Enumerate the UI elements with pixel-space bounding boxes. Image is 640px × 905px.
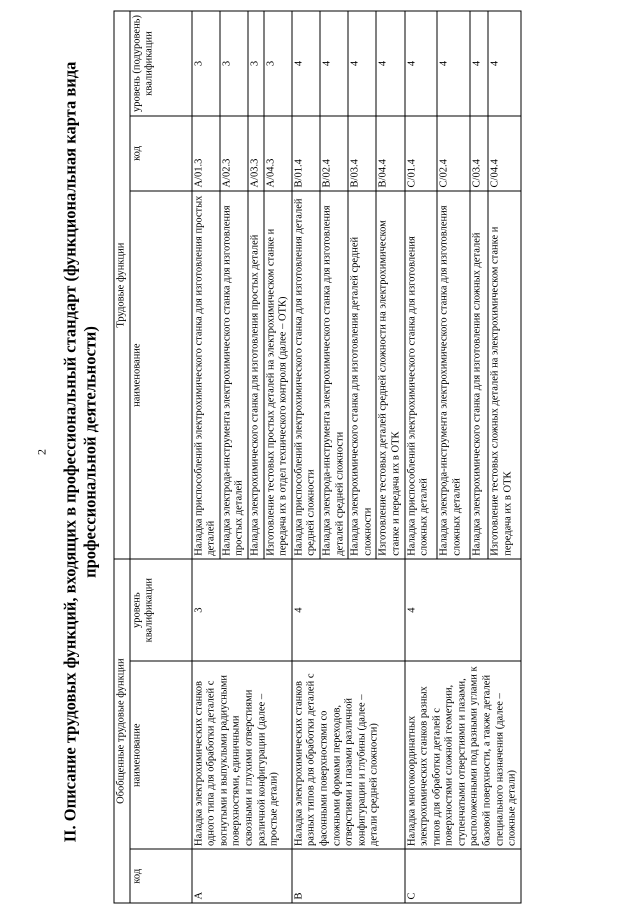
function-level: 4 [376, 11, 404, 116]
function-level: 4 [404, 11, 437, 116]
table-row [191, 11, 219, 903]
function-name: Наладка электрода-инструмента электрохимического станка для изготовления деталей средней сложности [319, 191, 347, 559]
group-code: C [404, 849, 520, 903]
function-name: Наладка электрохимического станка для изготовления деталей средней сложности [348, 191, 376, 559]
function-level: 4 [348, 11, 376, 116]
function-level: 4 [291, 11, 319, 116]
function-level: 4 [319, 11, 347, 116]
table-row [291, 11, 319, 903]
function-code: A/01.3 [191, 116, 219, 191]
function-code: B/03.4 [348, 116, 376, 191]
heading-line-1: II. Описание трудовых функций, входящих в профессиональный стандарт (функциональная карта вида [60, 61, 79, 843]
function-code: C/02.4 [437, 116, 470, 191]
group-code: B [291, 849, 404, 903]
header-row-2 [129, 11, 191, 903]
function-name: Наладка электрохимического станка для изготовления сложных деталей [469, 191, 487, 559]
function-code: B/04.4 [376, 116, 404, 191]
table-row [404, 11, 437, 903]
labor-functions-header: Трудовые функции [114, 11, 130, 559]
section-heading [60, 0, 100, 905]
function-name: Изготовление тестовых простых деталей на электрохимическом станке и передача их в отдел технического контроля (далее – ОТК) [263, 191, 291, 559]
level-header: уровень квалификации [129, 559, 191, 661]
function-level: 4 [488, 11, 521, 116]
function-code: B/01.4 [291, 116, 319, 191]
function-code: A/04.3 [263, 116, 291, 191]
generalized-functions-header: Обобщенные трудовые функции [114, 559, 130, 903]
function-code: C/01.4 [404, 116, 437, 191]
function-level: 3 [247, 11, 263, 116]
labor-level-header: уровень (подуровень) квалификации [129, 11, 191, 116]
function-code: C/04.4 [488, 116, 521, 191]
group-name: Наладка электрохимических станков одного типа для обработки деталей с вогнутыми и выпуклыми радиусными поверхностями, единичными сквозными и глухими отверстиями различной конфигурации (далее – простые детали) [191, 661, 291, 849]
group-code: A [191, 849, 291, 903]
function-level: 4 [437, 11, 470, 116]
function-code: A/02.3 [219, 116, 247, 191]
header-row-1 [114, 11, 130, 903]
name-header: наименование [129, 661, 191, 849]
function-level: 4 [469, 11, 487, 116]
function-name: Наладка электрода-инструмента электрохимического станка для изготовления простых деталей [219, 191, 247, 559]
function-name: Изготовление тестовых деталей средней сложности на электрохимическом станке и передача их в ОТК [376, 191, 404, 559]
labor-code-header: код [129, 116, 191, 191]
group-level: 4 [291, 559, 404, 661]
heading-line-2: профессиональной деятельности) [80, 326, 99, 578]
functional-map-table [113, 11, 521, 904]
function-level: 3 [219, 11, 247, 116]
code-header: код [129, 849, 191, 903]
function-name: Наладка приспособлений электрохимического станка для изготовления простых деталей [191, 191, 219, 559]
function-name: Наладка электрода-инструмента электрохимического станка для изготовления сложных деталей [437, 191, 470, 559]
function-code: A/03.3 [247, 116, 263, 191]
function-level: 3 [263, 11, 291, 116]
function-level: 3 [191, 11, 219, 116]
function-name: Наладка приспособлений электрохимического станка для изготовления сложных деталей [404, 191, 437, 559]
labor-name-header: наименование [129, 191, 191, 559]
function-name: Наладка приспособлений электрохимического станка для изготовления деталей средней сложности [291, 191, 319, 559]
function-name: Изготовление тестовых сложных деталей на электрохимическом станке и передача их в ОТК [488, 191, 521, 559]
group-level: 4 [404, 559, 520, 661]
function-name: Наладка электрохимического станка для изготовления простых деталей [247, 191, 263, 559]
function-code: B/02.4 [319, 116, 347, 191]
page-number: 2 [34, 449, 48, 455]
group-name: Наладка многокоординатных электрохимических станков разных типов для обработки деталей с поверхностями сложной геометрии, ступенчатыми отверстиями и пазами, расположенными под разными углами к базовой поверхности, а также деталей специального назначения (далее – сложные детали) [404, 661, 520, 849]
function-code: C/03.4 [469, 116, 487, 191]
group-name: Наладка электрохимических станков разных типов для обработки деталей с фасонными поверхностями со сложными формами переходов, отверстиями и пазами различной конфигурации и глубины (далее – детали средней сложности) [291, 661, 404, 849]
group-level: 3 [191, 559, 291, 661]
